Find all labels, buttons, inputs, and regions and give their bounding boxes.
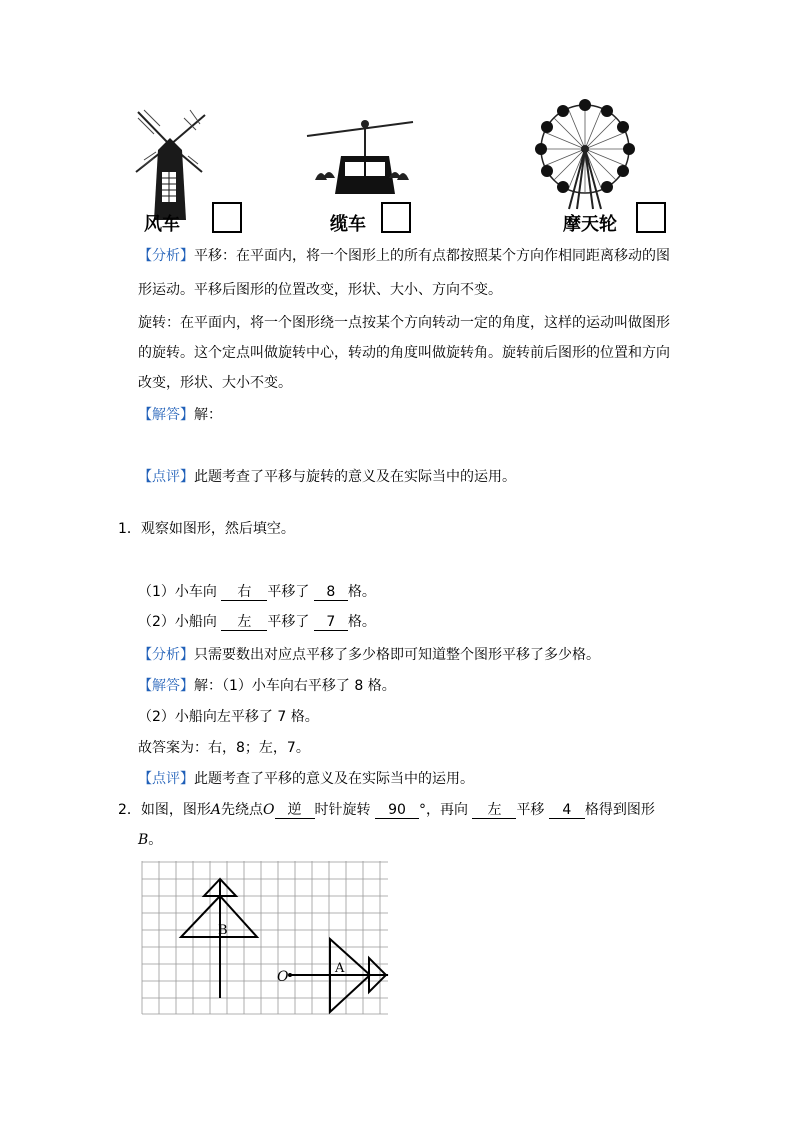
q1-p2-text-b: 平移了 bbox=[267, 614, 310, 630]
windmill-caption: 风车 bbox=[144, 214, 180, 235]
question-2-stem bbox=[118, 800, 655, 820]
q1-p2-text-a: （2）小船向 bbox=[138, 614, 217, 630]
comment-text: 此题考查了平移与旋转的意义及在实际当中的运用。 bbox=[194, 469, 516, 485]
q1-p2-text-c: 格。 bbox=[347, 614, 376, 630]
question-1-stem bbox=[118, 519, 295, 539]
rotation-grid-figure bbox=[140, 861, 390, 1016]
q2-blank-angle[interactable]: 90 bbox=[375, 802, 419, 819]
fig-label-a: A bbox=[335, 961, 345, 976]
q1-analysis-tag: 【分析】 bbox=[138, 647, 194, 663]
fig-label-o: O bbox=[277, 969, 289, 985]
answer-text: 解： bbox=[194, 407, 222, 423]
q2-text-1: 如图，图形 bbox=[140, 802, 211, 818]
q1-part-2 bbox=[138, 612, 376, 632]
q1-p1-blank-direction[interactable]: 右 bbox=[221, 584, 267, 601]
q2-blank-steps[interactable]: 4 bbox=[549, 802, 585, 819]
analysis-tag: 【分析】 bbox=[138, 248, 194, 264]
q2-text-2: 先绕点 bbox=[221, 802, 264, 818]
q1-analysis-text: 只需要数出对应点平移了多少格即可知道整个图形平移了多少格。 bbox=[194, 647, 600, 663]
q2-degree: ° bbox=[418, 802, 426, 818]
q1-p2-blank-count[interactable]: 7 bbox=[314, 614, 348, 631]
q1-answer-tag: 【解答】 bbox=[138, 678, 194, 694]
q2-blank-left[interactable]: 左 bbox=[472, 802, 516, 819]
grid-lines bbox=[142, 861, 388, 1014]
q1-p1-text-b: 平移了 bbox=[267, 584, 310, 600]
q1-p1-text-a: （1）小车向 bbox=[138, 584, 217, 600]
question-2-stem-cont bbox=[138, 830, 162, 850]
q2-text-7: 。 bbox=[148, 832, 163, 848]
q2-text-5: 平移 bbox=[516, 802, 545, 818]
answer-tag: 【解答】 bbox=[138, 407, 194, 423]
cablecar-answer-box[interactable] bbox=[381, 202, 411, 233]
q1-p1-text-c: 格。 bbox=[347, 584, 376, 600]
analysis-line-5: 改变，形状、大小不变。 bbox=[138, 375, 292, 391]
q1-answer-3: 故答案为：右，8；左，7。 bbox=[138, 740, 310, 756]
question-number: 1． bbox=[118, 521, 141, 537]
comment-line bbox=[138, 467, 516, 487]
q1-comment bbox=[138, 769, 474, 789]
q1-analysis bbox=[138, 645, 600, 665]
analysis-line-3: 旋转：在平面内，将一个图形绕一点按某个方向转动一定的角度，这样的运动叫做图形 bbox=[138, 315, 670, 331]
q1-answer-text-1: 解：（1）小车向右平移了 8 格。 bbox=[194, 678, 396, 694]
fig-label-b: B bbox=[218, 923, 228, 938]
cablecar-caption: 缆车 bbox=[330, 214, 366, 235]
ferris-wheel-illustration bbox=[525, 97, 645, 215]
windmill-answer-box[interactable] bbox=[212, 202, 242, 233]
q1-p2-blank-direction[interactable]: 左 bbox=[221, 614, 267, 631]
comment-tag: 【点评】 bbox=[138, 469, 194, 485]
question-text: 观察如图形，然后填空。 bbox=[140, 521, 295, 537]
analysis-line-4: 的旋转。这个定点叫做旋转中心，转动的角度叫做旋转角。旋转前后图形的位置和方向 bbox=[138, 345, 670, 361]
analysis-line-1 bbox=[138, 246, 670, 266]
q1-p1-blank-count[interactable]: 8 bbox=[314, 584, 348, 601]
cablecar-illustration bbox=[305, 110, 415, 210]
q2-text-6: 格得到图形 bbox=[584, 802, 655, 818]
analysis-text-1: 平移：在平面内，将一个图形上的所有点都按照某个方向作相同距离移动的图 bbox=[194, 248, 670, 264]
q2-shape-a: A bbox=[210, 802, 222, 818]
q1-answer-1 bbox=[138, 676, 396, 696]
q2-text-3: 时针旋转 bbox=[314, 802, 371, 818]
q2-point-o: O bbox=[263, 802, 275, 818]
q1-part-1 bbox=[138, 582, 376, 602]
q1-answer-2: （2）小船向左平移了 7 格。 bbox=[138, 709, 319, 725]
q2-blank-direction[interactable]: 逆 bbox=[275, 802, 315, 819]
q2-text-4: ，再向 bbox=[425, 802, 468, 818]
q1-comment-text: 此题考查了平移的意义及在实际当中的运用。 bbox=[194, 771, 474, 787]
ferris-wheel-caption: 摩天轮 bbox=[563, 214, 617, 235]
q2-number: 2． bbox=[118, 802, 141, 818]
ferris-wheel-answer-box[interactable] bbox=[636, 202, 666, 233]
analysis-line-2: 形运动。平移后图形的位置改变，形状、大小、方向不变。 bbox=[138, 282, 502, 298]
shape-b bbox=[181, 879, 257, 998]
q1-comment-tag: 【点评】 bbox=[138, 771, 194, 787]
q2-shape-b: B bbox=[138, 832, 149, 848]
answer-line bbox=[138, 405, 222, 425]
